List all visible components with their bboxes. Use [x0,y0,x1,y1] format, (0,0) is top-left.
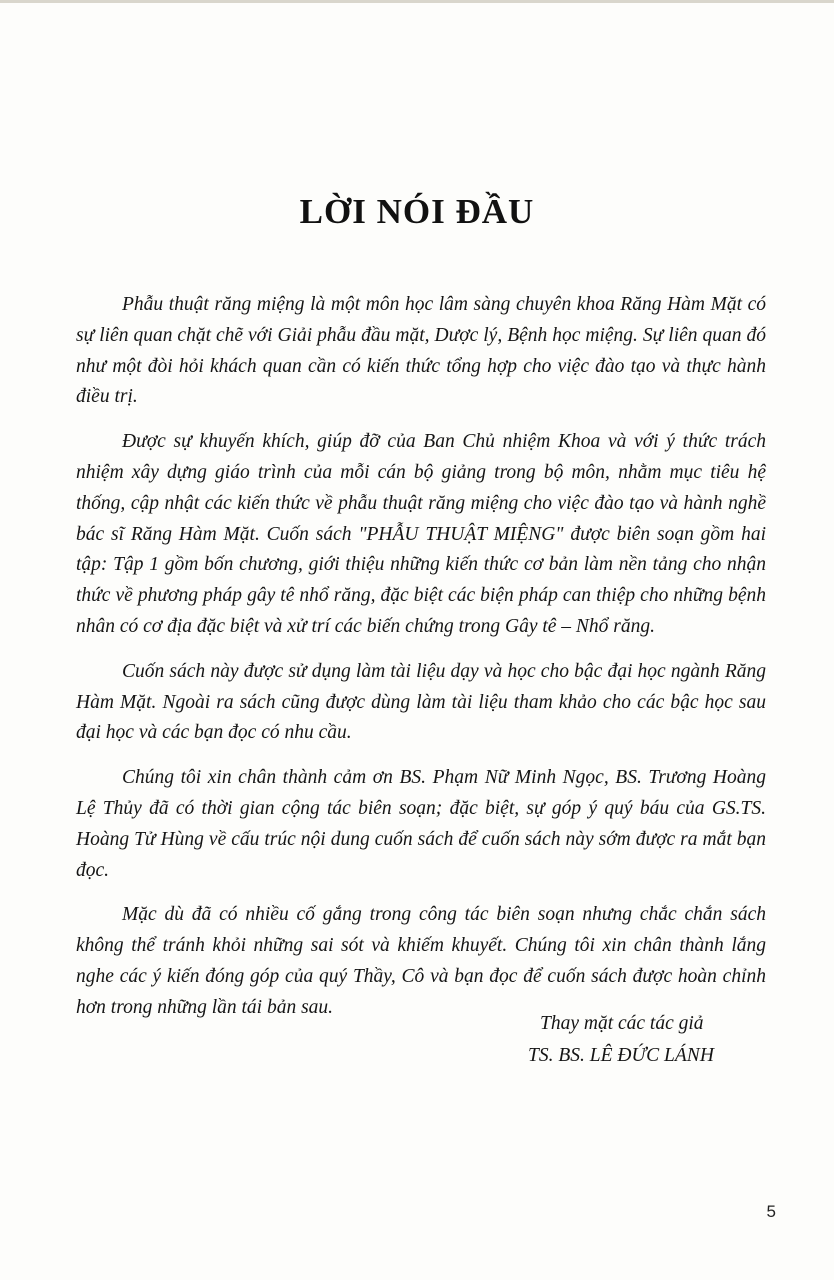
preface-body [76,290,766,1038]
page-number: 5 [766,1202,776,1221]
signature-name: TS. BS. LÊ ĐỨC LÁNH [528,1045,714,1066]
paragraph-5: Mặc dù đã có nhiều cố gắng trong công tác biên soạn nhưng chắc chắn sách không thể tránh khỏi những sai sót và khiếm khuyết. Chúng tôi xin chân thành lắng nghe các ý kiến đóng góp của quý Thầy, Cô và bạn đọc để cuốn sách được hoàn chỉnh hơn trong những lần tái bản sau. [76,904,766,1018]
signature-role: Thay mặt các tác giả [540,1013,704,1034]
signature-block [528,1008,780,1072]
paragraph-1: Phẫu thuật răng miệng là một môn học lâm sàng chuyên khoa Răng Hàm Mặt có sự liên quan chặt chẽ với Giải phẫu đầu mặt, Dược lý, Bệnh học miệng. Sự liên quan đó như một đòi hỏi khách quan cần có kiến thức tổng hợp cho việc đào tạo và thực hành điều trị. [76,294,766,408]
paragraph-4: Chúng tôi xin chân thành cảm ơn BS. Phạm Nữ Minh Ngọc, BS. Trương Hoàng Lệ Thủy đã có thời gian cộng tác biên soạn; đặc biệt, sự góp ý quý báu của GS.TS. Hoàng Tử Hùng về cấu trúc nội dung cuốn sách để cuốn sách này sớm được ra mắt bạn đọc. [76,767,766,881]
page-top-edge [0,0,834,3]
paragraph-3: Cuốn sách này được sử dụng làm tài liệu dạy và học cho bậc đại học ngành Răng Hàm Mặt. Ngoài ra sách cũng được dùng làm tài liệu tham khảo cho các bậc học sau đại học và các bạn đọc có nhu cầu. [76,660,766,744]
page-title: LỜI NÓI ĐẦU [299,192,535,231]
paragraph-2: Được sự khuyến khích, giúp đỡ của Ban Chủ nhiệm Khoa và với ý thức trách nhiệm xây dựng giáo trình của mỗi cán bộ giảng trong bộ môn, nhằm mục tiêu hệ thống, cập nhật các kiến thức về phẫu thuật răng miệng cho việc đào tạo và hành nghề bác sĩ Răng Hàm Mặt. Cuốn sách "PHẪU THUẬT MIỆNG" được biên soạn gồm hai tập: Tập 1 gồm bốn chương, giới thiệu những kiến thức cơ bản làm nền tảng cho nhận thức về phương pháp gây tê nhổ răng, đặc biệt các biện pháp can thiệp cho những bệnh nhân có cơ địa đặc biệt và xử trí các biến chứng trong Gây tê – Nhổ răng. [76,431,766,637]
